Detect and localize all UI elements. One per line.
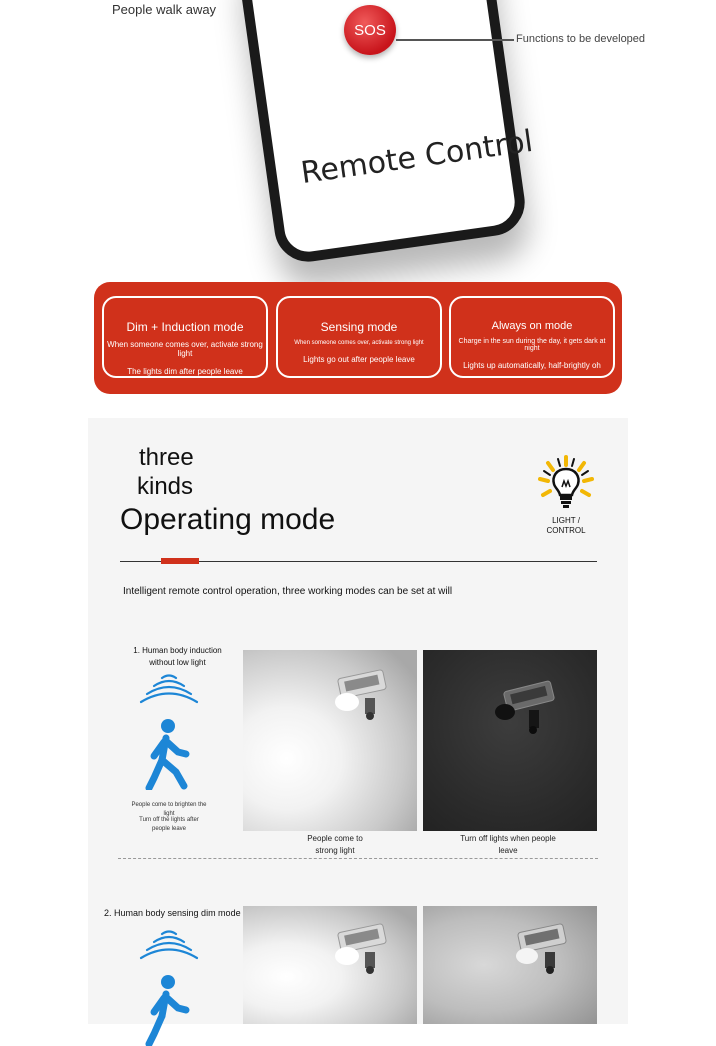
- row-divider: [118, 858, 598, 859]
- solar-light-device-image: [487, 678, 567, 740]
- section-title: Operating mode: [120, 503, 336, 536]
- mode-card-dim-induction: [102, 296, 268, 378]
- mode-card-title: Sensing mode: [320, 320, 398, 334]
- remote-label: Remote Control: [298, 123, 536, 192]
- signal-waves-icon: [138, 928, 200, 968]
- mode-card-always-on: [449, 296, 615, 378]
- mode-card-line1: When someone comes over, activate strong light: [294, 340, 424, 346]
- caption-lights-off: Turn off lights when people leave: [460, 834, 556, 855]
- walking-person-icon: [144, 716, 196, 790]
- light-control-label-line2: CONTROL: [546, 526, 586, 535]
- photo-lights-off: [423, 650, 597, 831]
- section-title-line2: kinds: [137, 473, 194, 500]
- mode1-note-off: Turn off the lights after people leave: [139, 817, 199, 832]
- mode-card-line1: When someone comes over, activate strong light: [107, 340, 263, 358]
- mode-card-line1: Charge in the sun during the day, it gets dark at night: [458, 338, 606, 352]
- walking-person-icon: [144, 972, 196, 1046]
- mode1-heading: 1. Human body induction without low light: [133, 646, 222, 667]
- mode-card-line2: The lights dim after people leave: [127, 367, 243, 376]
- signal-waves-icon: [138, 672, 200, 712]
- solar-light-device-image: [327, 922, 397, 982]
- light-control-label-line1: LIGHT /: [552, 516, 580, 525]
- photo-strong-light: [243, 650, 417, 831]
- sos-callout-note: Functions to be developed: [516, 33, 646, 45]
- mode-card-sensing: [276, 296, 442, 378]
- section-title-line1: three: [139, 444, 194, 471]
- photo-dim-light: [423, 906, 597, 1024]
- solar-light-device-image: [327, 668, 397, 728]
- mode-card-title: Dim + Induction mode: [126, 320, 244, 334]
- light-bulb-icon: [536, 453, 596, 513]
- photo-strong-light-mode2: [243, 906, 417, 1024]
- section-intro: Intelligent remote control operation, three working modes can be set at will: [123, 586, 453, 597]
- mode1-note-on: People come to brighten the light: [131, 802, 207, 817]
- mode-card-line2: Lights up automatically, half-brightly oh: [463, 361, 601, 370]
- mode-card-title: Always on mode: [491, 320, 573, 332]
- sos-button[interactable]: SOS: [344, 5, 396, 55]
- caption-strong-light: People come to strong light: [307, 834, 363, 855]
- solar-light-device-image: [507, 922, 577, 982]
- mode-card-line2: Lights go out after people leave: [303, 355, 415, 364]
- top-caption: People walk away: [112, 2, 217, 17]
- title-accent-bar: [161, 558, 199, 564]
- sos-callout-line: [396, 39, 514, 41]
- mode2-heading: 2. Human body sensing dim mode: [104, 908, 241, 918]
- mode-banner: [94, 282, 622, 394]
- light-control-label: [536, 516, 596, 536]
